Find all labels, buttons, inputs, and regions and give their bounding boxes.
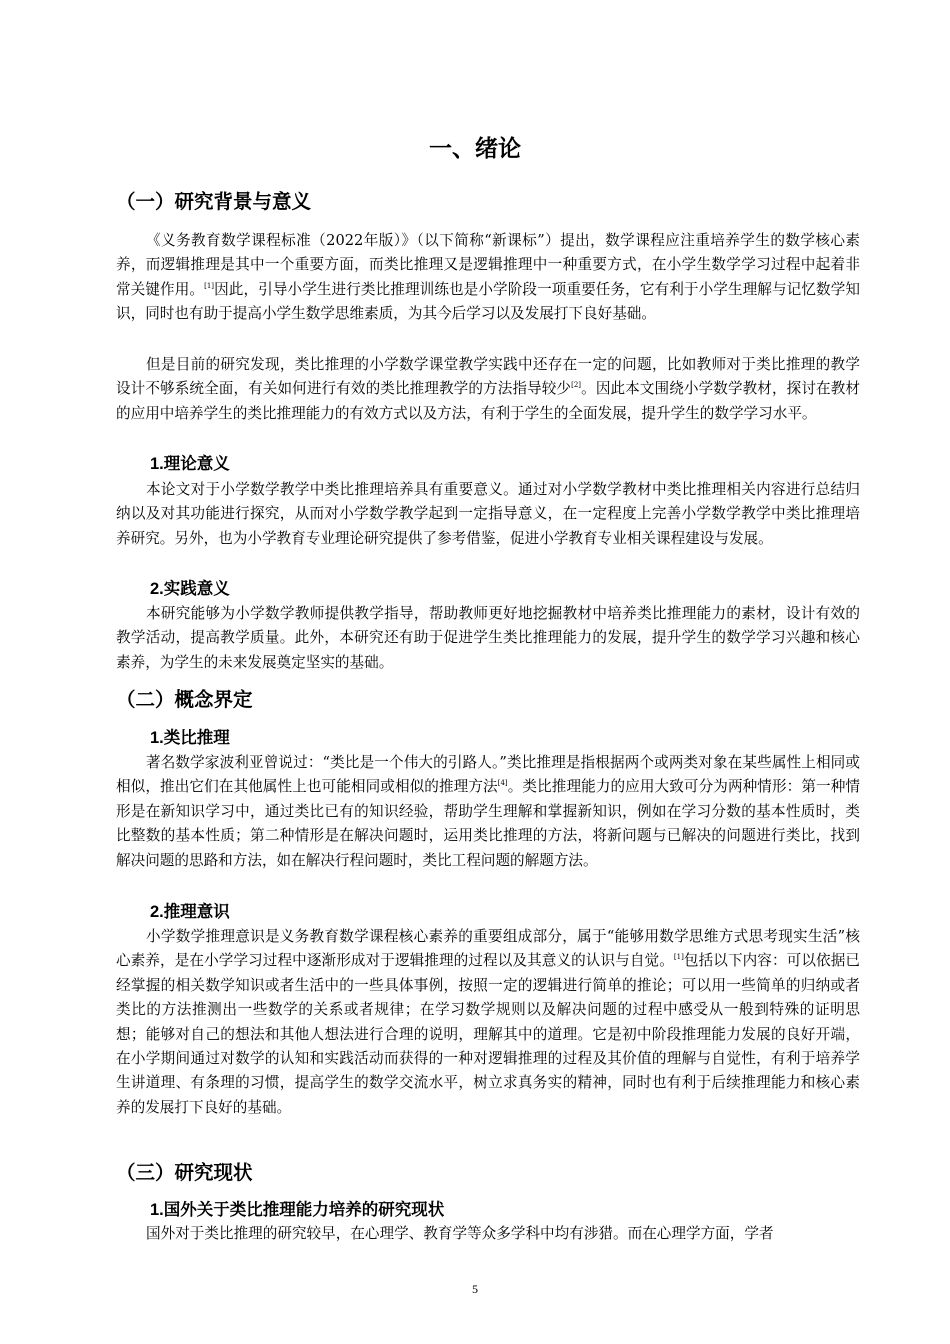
paragraph-background-2: 但是目前的研究发现，类比推理的小学数学课堂教学实践中还存在一定的问题，比如教师对于类比推理的教学设计不够系统全面，有关如何进行有效的类比推理教学的方法指导较少[2]。因此本文围绕小学数学教材，探讨在教材的应用中培养学生的类比推理能力的有效方式以及方法，有利于学生的全面发展，提升学生的数学学习水平。 [116, 356, 860, 422]
citation-ref: [1] [204, 281, 215, 290]
section-title-status: （三）研究现状 [116, 1162, 253, 1184]
paragraph-background-1: 《义务教育数学课程标准（2022年版）》（以下简称“新课标”）提出，数学课程应注重培养学生的数学核心素养，而逻辑推理是其中一个重要方面，而类比推理又是逻辑推理中一种重要方式，在小学生数学学习过程中起着非常关键作用。[1]因此，引导小学生进行类比推理训练也是小学阶段一项重要任务，它有利于小学生理解与记忆数学知识，同时也有助于提高小学生数学思维素质，为其今后学习以及发展打下良好基础。 [116, 232, 860, 323]
paragraph-practice: 本研究能够为小学数学教师提供教学指导，帮助教师更好地挖掘教材中培养类比推理能力的素材，设计有效的教学活动，提高教学质量。此外，本研究还有助于促进学生类比推理能力的发展，提升学生的数学学习兴趣和核心素养，为学生的未来发展奠定坚实的基础。 [116, 605, 860, 671]
paragraph-analogy: 著名数学家波利亚曾说过：“类比是一个伟大的引路人。”类比推理是指根据两个或两类对象在某些属性上相同或相似，推出它们在其他属性上也可能相同或相似的推理方法[4]。类比推理能力的应用大致可分为两种情形：第一种情形是在新知识学习中，通过类比已有的知识经验，帮助学生理解和掌握新知识，例如在学习分数的基本性质时，类比整数的基本性质；第二种情形是在解决问题时，运用类比推理的方法，将新问题与已解决的问题进行类比，找到解决问题的思路和方法，如在解决行程问题时，类比工程问题的解题方法。 [116, 754, 860, 869]
subsection-title-practice: 2.实践意义 [150, 580, 230, 598]
subsection-title-foreign: 1.国外关于类比推理能力培养的研究现状 [150, 1201, 445, 1219]
section-title-concepts: （二）概念界定 [116, 689, 253, 711]
paragraph-theory: 本论文对于小学数学教学中类比推理培养具有重要意义。通过对小学数学教材中类比推理相关内容进行总结归纳以及对其功能进行探究，从而对小学数学教学起到一定指导意义，在一定程度上完善小学数学教学中类比推理培养研究。另外，也为小学教育专业理论研究提供了参考借鉴，促进小学教育专业相关课程建设与发展。 [116, 481, 860, 547]
subsection-title-theory: 1.理论意义 [150, 455, 230, 473]
subsection-title-reasoning: 2.推理意识 [150, 903, 230, 921]
chapter-title: 一、绪论 [429, 135, 521, 161]
page-number: 5 [472, 1282, 478, 1296]
paragraph-reasoning: 小学数学推理意识是义务教育数学课程核心素养的重要组成部分，属于“能够用数学思维方式思考现实生活”核心素养，是在小学学习过程中逐渐形成对于逻辑推理的过程以及其意义的认识与自觉。[1]包括以下内容：可以依据已经掌握的相关数学知识或者生活中的一些具体事例，按照一定的逻辑进行简单的推论；可以用一些简单的归纳或者类比的方法推测出一些数学的关系或者规律；在学习数学规则以及解决问题的过程中感受从一般到特殊的证明思想；能够对自己的想法和其他人想法进行合理的说明，理解其中的道理。它是初中阶段推理能力发展的良好开端，在小学期间通过对数学的认知和实践活动而获得的一种对逻辑推理的过程及其价值的理解与自觉性，有利于培养学生讲道理、有条理的习惯，提高学生的数学交流水平，树立求真务实的精神，同时也有利于后续推理能力和核心素养的发展打下良好的基础。 [116, 928, 860, 1116]
citation-ref: [1] [673, 953, 684, 962]
citation-ref: [4] [497, 779, 508, 788]
citation-ref: [2] [571, 381, 582, 390]
subsection-title-analogy: 1.类比推理 [150, 729, 230, 747]
section-title-background: （一）研究背景与意义 [116, 191, 312, 213]
paragraph-foreign: 国外对于类比推理的研究较早，在心理学、教育学等众多学科中均有涉猎。而在心理学方面，学者 [146, 1225, 774, 1242]
